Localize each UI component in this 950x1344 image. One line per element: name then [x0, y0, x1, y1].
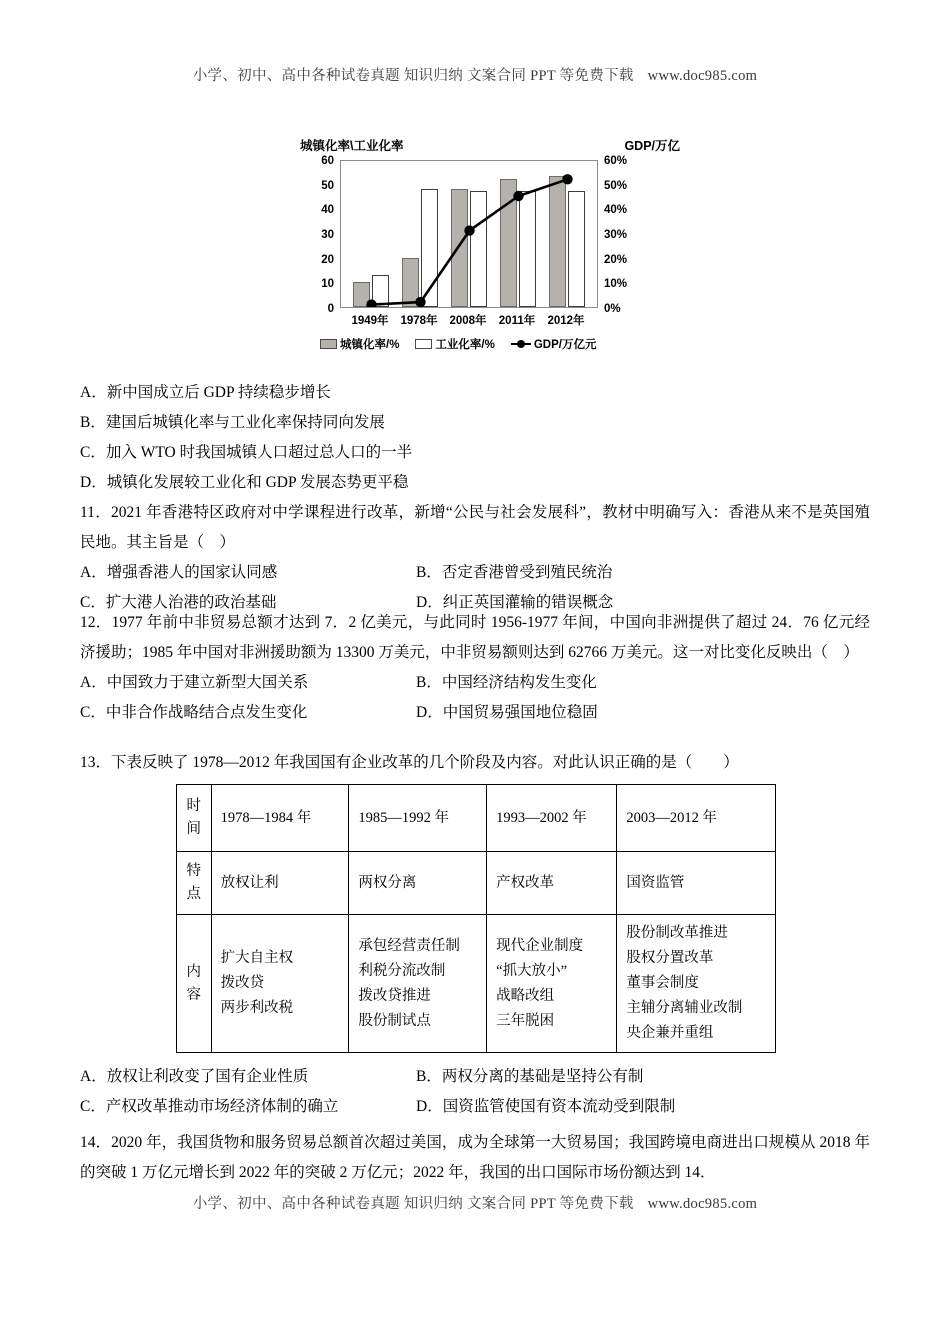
- q12-options-row-2: [80, 698, 870, 728]
- legend-item-urbanization: [320, 336, 399, 352]
- right-tick-1: 10%: [604, 278, 628, 291]
- cell-feature-3: 产权改革: [487, 852, 617, 915]
- row-label-features-char-2: 点: [186, 886, 202, 902]
- q11-option-c[interactable]: C．扩大港人治港的政治基础: [80, 594, 277, 611]
- xtick-1978: 1978年: [400, 315, 438, 327]
- q11-option-a[interactable]: A．增强香港人的国家认同感: [80, 564, 278, 581]
- row-label-time-char-2: 间: [186, 821, 202, 837]
- q12-option-d[interactable]: D．中国贸易强国地位稳固: [416, 704, 598, 721]
- content-4-line-5: 央企兼并重组: [626, 1025, 714, 1041]
- legend-label-urbanization: 城镇化率/%: [340, 339, 400, 351]
- q11-options-row-1: [80, 558, 870, 588]
- left-tick-4: 40: [321, 204, 334, 217]
- gdp-point-2008: [464, 225, 474, 235]
- footer-watermark-text: 小学、初中、高中各种试卷真题 知识归纳 文案合同 PPT 等免费下载: [192, 1196, 634, 1212]
- cell-content-3: [487, 915, 617, 1053]
- xtick-2011: 2011年: [498, 315, 536, 327]
- left-tick-3: 30: [321, 229, 334, 241]
- legend-swatch-filled-icon: [320, 339, 337, 349]
- cell-feature-2: 两权分离: [349, 852, 487, 915]
- content-1-line-1: 扩大自主权: [220, 950, 294, 966]
- watermark-url: www.doc985.com: [647, 68, 758, 84]
- content-3-line-1: 现代企业制度: [496, 937, 584, 954]
- row-label-contents: [177, 915, 212, 1053]
- content-1-line-2: 拨改贷: [220, 975, 265, 991]
- left-tick-2: 20: [321, 253, 334, 266]
- footer-watermark-url: www.doc985.com: [647, 1196, 758, 1212]
- q10-option-d[interactable]: D．城镇化发展较工业化和 GDP 发展态势更平稳: [80, 474, 409, 491]
- right-tick-0: 0%: [604, 303, 621, 315]
- cell-feature-1: 放权让利: [211, 852, 349, 915]
- right-tick-5: 50%: [604, 179, 628, 192]
- chart-plot-area: [340, 160, 598, 308]
- cell-content-1: [211, 915, 349, 1053]
- content-3-line-3: 战略改组: [496, 987, 555, 1004]
- chart-axis-titles: [292, 136, 680, 156]
- q13-option-a[interactable]: A．放权让利改变了国有企业性质: [80, 1068, 309, 1085]
- legend-swatch-line-marker-icon: [511, 340, 531, 349]
- content-2-line-2: 利税分流改制: [358, 962, 446, 979]
- table-row-contents: [177, 915, 776, 1053]
- urbanization-industrialization-gdp-chart: [292, 136, 680, 358]
- xtick-2008: 2008年: [449, 315, 487, 327]
- gdp-line-series: [341, 161, 597, 307]
- row-label-time: [177, 785, 212, 852]
- q10-option-a[interactable]: A．新中国成立后 GDP 持续稳步增长: [80, 384, 331, 401]
- cell-feature-4: 国资监管: [617, 852, 776, 915]
- left-tick-1: 10: [321, 278, 334, 291]
- question-10-options: [80, 378, 870, 498]
- content-4-line-3: 董事会制度: [626, 975, 699, 991]
- q11-option-b[interactable]: B．否定香港曾受到殖民统治: [416, 564, 613, 581]
- right-tick-4: 40%: [604, 204, 628, 217]
- cell-time-2: 1985—1992 年: [349, 785, 487, 852]
- legend-label-industrialization: 工业化率/%: [435, 339, 495, 351]
- xtick-1949: 1949年: [351, 315, 389, 327]
- watermark-text: 小学、初中、高中各种试卷真题 知识归纳 文案合同 PPT 等免费下载: [192, 68, 634, 84]
- q13-options-row-1: [80, 1062, 870, 1092]
- cell-time-3: 1993—2002 年: [487, 785, 617, 852]
- state-enterprise-reform-table: [176, 784, 776, 1053]
- left-tick-0: 0: [327, 303, 334, 315]
- right-tick-6: 60%: [604, 155, 628, 167]
- cell-time-4: 2003—2012 年: [617, 785, 776, 852]
- right-tick-3: 30%: [604, 229, 628, 241]
- q13-stem: 13．下表反映了 1978—2012 年我国国有企业改革的几个阶段及内容。对此认识正确的是（ ）: [80, 754, 739, 771]
- content-4-line-4: 主辅分离辅业改制: [626, 1000, 743, 1016]
- legend-swatch-open-icon: [415, 339, 432, 349]
- table-row-time: [177, 785, 776, 852]
- chart-x-axis-labels: [340, 312, 598, 330]
- gdp-point-2012: [562, 174, 572, 184]
- cell-time-1: 1978—1984 年: [211, 785, 349, 852]
- gdp-point-1978: [415, 297, 425, 307]
- q10-option-b[interactable]: B．建国后城镇化率与工业化率保持同向发展: [80, 414, 385, 431]
- q12-stem: 12．1977 年前中非贸易总额才达到 7．2 亿美元，与此同时 1956-1977 年间，中国向非洲提供了超过 24．76 亿元经济援助；1985 年中国对非洲援助额为 13300 万美元，中非贸易额则达到 62766 万美元。这一对比变化反映出（ ）: [80, 614, 870, 661]
- content-1-line-3: 两步利改税: [220, 1000, 294, 1016]
- question-13-options: [80, 1062, 870, 1122]
- gdp-point-1949: [366, 299, 376, 307]
- q13-options-row-2: [80, 1092, 870, 1122]
- question-11: [80, 498, 870, 618]
- q11-option-d[interactable]: D．纠正英国灌输的错误概念: [416, 594, 614, 611]
- row-label-contents-char-2: 容: [186, 986, 202, 1003]
- content-2-line-3: 拨改贷推进: [358, 987, 431, 1004]
- q13-option-d[interactable]: D．国资监管使国有资本流动受到限制: [416, 1098, 676, 1115]
- q14-stem: 14．2020 年，我国货物和服务贸易总额首次超过美国，成为全球第一大贸易国；我国跨境电商进出口规模从 2018 年的突破 1 万亿元增长到 2022 年的突破 2 万亿元；2022 年，我国的出口国际市场份额达到 14．: [80, 1134, 870, 1181]
- q12-options-row-1: [80, 668, 870, 698]
- legend-item-industrialization: [415, 336, 494, 352]
- cell-content-2: [349, 915, 487, 1053]
- q10-option-c[interactable]: C．加入 WTO 时我国城镇人口超过总人口的一半: [80, 444, 413, 461]
- row-label-contents-char-1: 内: [186, 963, 202, 980]
- row-label-time-char-1: 时: [186, 798, 202, 814]
- table-row-features: [177, 852, 776, 915]
- row-label-features: [177, 852, 212, 915]
- left-axis-ticks: [292, 155, 334, 315]
- question-13-stem-block: [80, 748, 870, 778]
- footer-watermark: [0, 1192, 950, 1213]
- right-tick-2: 20%: [604, 253, 628, 266]
- header-watermark: [0, 64, 950, 85]
- chart-legend: [320, 334, 650, 354]
- q12-option-a[interactable]: A．中国致力于建立新型大国关系: [80, 674, 309, 691]
- legend-label-gdp: GDP/万亿元: [533, 339, 597, 351]
- q13-option-c[interactable]: C．产权改革推动市场经济体制的确立: [80, 1098, 339, 1115]
- row-label-features-char-1: 特: [186, 863, 202, 879]
- question-14: [80, 1128, 870, 1188]
- q12-option-b[interactable]: B．中国经济结构发生变化: [416, 674, 597, 691]
- right-axis-title: GDP/万亿: [624, 139, 680, 153]
- left-axis-title: 城镇化率\工业化率: [300, 139, 404, 153]
- content-4-line-2: 股权分置改革: [626, 950, 714, 966]
- left-tick-5: 50: [321, 179, 334, 192]
- content-2-line-4: 股份制试点: [358, 1012, 431, 1029]
- xtick-2012: 2012年: [547, 315, 585, 327]
- content-4-line-1: 股份制改革推进: [626, 925, 728, 941]
- content-3-line-4: 三年脱困: [496, 1012, 555, 1029]
- question-12: [80, 608, 870, 728]
- content-2-line-1: 承包经营责任制: [358, 937, 460, 954]
- q11-stem: 11．2021 年香港特区政府对中学课程进行改革，新增“公民与社会发展科”，教材中明确写入：香港从来不是英国殖民地。其主旨是（ ）: [80, 504, 870, 551]
- right-axis-ticks: [604, 155, 650, 315]
- cell-content-4: [617, 915, 776, 1053]
- gdp-point-2011: [513, 191, 523, 201]
- legend-item-gdp: [511, 336, 597, 352]
- left-tick-6: 60: [321, 155, 334, 167]
- content-3-line-2: “抓大放小”: [496, 962, 568, 979]
- q12-option-c[interactable]: C．中非合作战略结合点发生变化: [80, 704, 308, 721]
- q13-option-b[interactable]: B．两权分离的基础是坚持公有制: [416, 1068, 644, 1085]
